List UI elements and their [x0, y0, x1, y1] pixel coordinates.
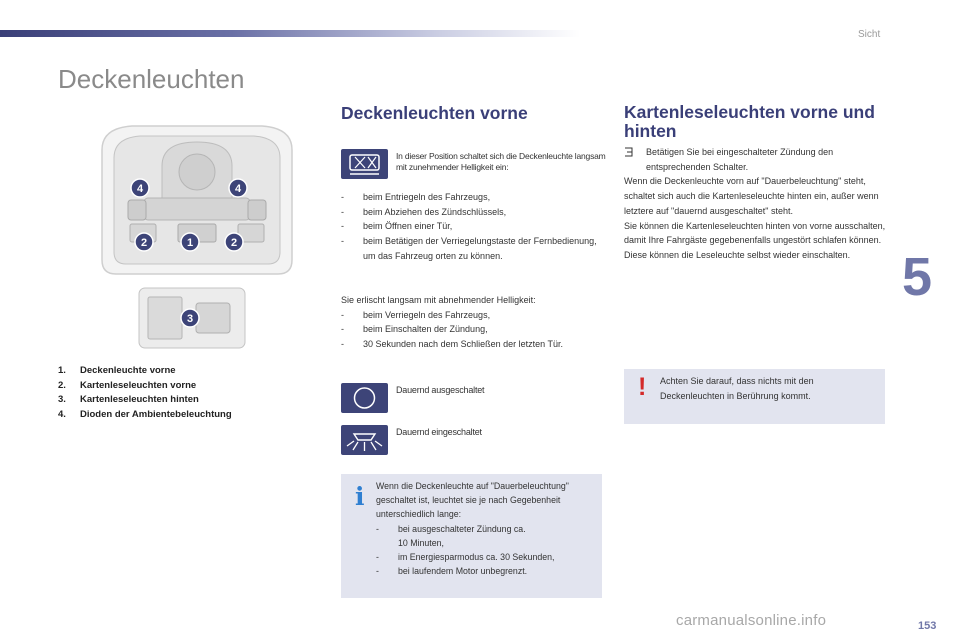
list-item-text: im Energiesparmodus ca. 30 Sekunden, — [398, 552, 555, 563]
list-item: - beim Öffnen einer Tür, — [341, 219, 603, 234]
callout-label: 1 — [186, 237, 194, 249]
legend-num: 2. — [58, 379, 66, 391]
callout-label: 2 — [230, 237, 238, 249]
info-box — [341, 474, 602, 598]
legend-item — [58, 408, 232, 423]
reading-lights-heading: Kartenleseleuchten vorne und hinten — [624, 102, 875, 141]
callout-label: 4 — [234, 183, 242, 195]
step-marker-icon — [624, 145, 646, 174]
reading-para-2: Sie können die Kartenleseleuchten hinten von vorne ausschalten, damit Ihre Fahrgäste gegebenenfalls ungestört schlafen können. Diese können die Leseleuchte selbst wieder einschalten. — [624, 220, 886, 260]
callout-3 — [180, 308, 200, 328]
legend-label: Dioden der Ambientebeleuchtung — [80, 408, 232, 420]
list-item: - beim Abziehen des Zündschlüssels, — [341, 205, 603, 220]
list-item: - beim Betätigen der Verriegelungstaste der Fernbedienung, um das Fahrzeug orten zu können. — [341, 234, 603, 263]
info-text — [376, 479, 598, 578]
legend-num: 3. — [58, 394, 66, 405]
list-item: - bei laufendem Motor unbegrenzt. — [376, 564, 598, 578]
callout-label: 3 — [186, 313, 194, 325]
watermark: carmanualsonline.info — [676, 612, 827, 629]
section-label: Sicht — [858, 29, 881, 40]
list-item-text: bei ausgeschalteter Zündung ca. 10 Minuten, — [398, 523, 526, 548]
fade-on-list — [341, 190, 603, 264]
always-on-caption: Dauernd eingeschaltet — [396, 427, 482, 437]
legend — [58, 364, 232, 422]
list-item-text: beim Betätigen der Verriegelungstaste der Fernbedienung, um das Fahrzeug orten zu können. — [363, 236, 597, 261]
legend-item — [58, 364, 232, 379]
callout-label: 4 — [136, 183, 144, 195]
list-item: - im Energiesparmodus ca. 30 Sekunden, — [376, 550, 598, 564]
callout-label: 2 — [140, 237, 148, 249]
legend-label: Kartenleseleuchten hinten — [80, 394, 199, 405]
lamp-on-icon — [341, 425, 388, 455]
callout-4-left — [130, 178, 150, 198]
warning-icon: ! — [638, 373, 647, 401]
info-intro: Wenn die Deckenleuchte auf "Dauerbeleuchtung" geschaltet ist, leuchtet sie je nach Gegebenheit unterschiedlich lange: — [376, 481, 569, 520]
callout-4-right — [228, 178, 248, 198]
list-item-text: 30 Sekunden nach dem Schließen der letzten Tür. — [363, 339, 563, 350]
list-item: - beim Verriegeln des Fahrzeugs, — [341, 308, 603, 323]
step-text: Betätigen Sie bei eingeschalteter Zündung den entsprechenden Schalter. — [646, 147, 834, 172]
callout-2-left — [134, 232, 154, 252]
list-item-text: beim Entriegeln des Fahrzeugs, — [363, 192, 491, 202]
reading-text — [624, 145, 890, 263]
list-item: - beim Entriegeln des Fahrzeugs, — [341, 190, 603, 205]
page-number: 153 — [918, 620, 937, 632]
warning-text: Achten Sie darauf, dass nichts mit den Deckenleuchten in Berührung kommt. — [660, 376, 814, 401]
list-item-text: beim Abziehen des Zündschlüssels, — [363, 206, 507, 217]
legend-num: 1. — [58, 365, 66, 376]
reading-para-1: Wenn die Deckenleuchte vorn auf "Dauerbeleuchtung" steht, schaltet sich auch die Kartenleseleuchte hinten ein, außer wenn letztere auf "dauernd ausgeschaltet" steht. — [624, 176, 879, 216]
ceiling-console-illustration — [92, 120, 302, 278]
list-item-text: bei laufendem Motor unbegrenzt. — [398, 566, 528, 577]
front-lights-heading: Deckenleuchten vorne — [341, 103, 528, 123]
door-lamp-icon — [341, 149, 388, 179]
legend-item — [58, 379, 232, 394]
fade-off-block — [341, 293, 603, 352]
callout-1 — [180, 232, 200, 252]
legend-num: 4. — [58, 408, 66, 420]
step-item — [624, 145, 890, 174]
info-icon: i — [355, 482, 365, 511]
warning-box — [624, 369, 885, 424]
list-item: - bei ausgeschalteter Zündung ca. 10 Minuten, — [376, 522, 534, 550]
fade-off-intro: Sie erlischt langsam mit abnehmender Helligkeit: — [341, 295, 536, 305]
header-bar — [0, 30, 580, 37]
legend-label: Deckenleuchte vorne — [80, 365, 176, 376]
chapter-number: 5 — [902, 247, 933, 307]
page-title: Deckenleuchten — [58, 64, 245, 94]
legend-item — [58, 393, 232, 408]
list-item-text: beim Öffnen einer Tür, — [363, 221, 453, 232]
always-off-caption: Dauernd ausgeschaltet — [396, 385, 485, 395]
list-item-text: beim Einschalten der Zündung, — [363, 324, 488, 335]
fade-mode-caption: In dieser Position schaltet sich die Deckenleuchte langsam mit zunehmender Helligkeit ein: — [396, 151, 606, 172]
list-item: - 30 Sekunden nach dem Schließen der letzten Tür. — [341, 337, 573, 352]
callout-2-right — [224, 232, 244, 252]
lamp-off-icon — [341, 383, 388, 413]
legend-label: Kartenleseleuchten vorne — [80, 379, 197, 391]
list-item: - beim Einschalten der Zündung, — [341, 322, 603, 337]
list-item-text: beim Verriegeln des Fahrzeugs, — [363, 309, 491, 320]
